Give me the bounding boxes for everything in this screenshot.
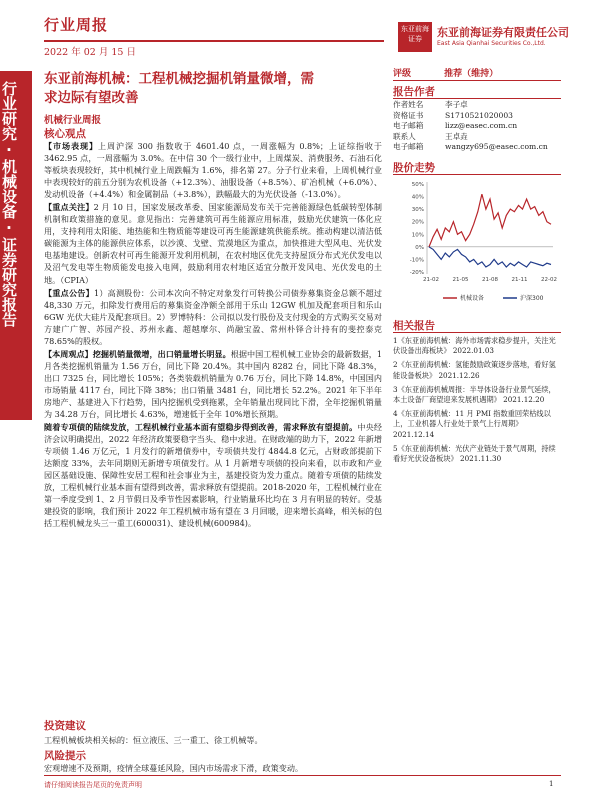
report-title-line-1: 东亚前海机械：工程机械挖掘机销量微增，需 (44, 71, 314, 87)
x-tick-label: 21-02 (423, 277, 439, 283)
sidebar-line-3: ·证券研究报告 (0, 219, 18, 327)
related-report-item[interactable] (393, 360, 561, 380)
related-report-item[interactable] (393, 444, 561, 464)
paragraph-text: 2 月 10 日，国家发展改革委、国家能源局发布关于完善能源绿色低碳转型体制机制和政策措施的意见。意见指出：完善建筑可再生能源应用标准，鼓励光伏建筑一体化应用，支持利用太阳能、地热能和生物质能等建设可再生能源建筑供能系统。推动构建以清洁低碳能源为主体的能源供应体系，以沙漠、戈壁、荒漠地区为重点，加快推进大型风电、光伏发电基地建设。创新农村可再生能源开发利用机制，在农村地区优先支持屋顶分布式光伏发电以及沼气发电等生物质能发电接入电网，鼓励利用农村地区适宜分散开发风电、光伏发电的土地。（CPIA） (44, 202, 382, 285)
related-report-title[interactable]: 1《东亚前海机械：海外市场需求稳步提升，关注光伏设备出海板块》 (393, 336, 556, 356)
analyst-row (393, 121, 561, 132)
related-report-item[interactable] (393, 336, 561, 356)
risk-heading: 风险提示 (44, 750, 86, 762)
y-tick-label: 50% (411, 182, 424, 188)
analyst-key: 作者姓名 (393, 100, 424, 109)
company-logo-mark: 东亚前海证券 (398, 22, 432, 52)
paragraph-market (44, 140, 382, 200)
legend-label: 机械设备 (460, 295, 485, 302)
related-report-item[interactable] (393, 409, 561, 440)
paragraph-lead: 【重点关注】 (44, 202, 94, 213)
y-tick-label: -10% (409, 257, 424, 264)
rating-value: 推荐（维持） (444, 69, 499, 79)
analyst-row (393, 111, 561, 122)
legend-label: 沪深300 (520, 295, 544, 302)
related-report-title[interactable]: 3《东亚前海机械周报：半导体设备行业景气延续，本土设备厂商望迎来发展机遇期》 (393, 384, 556, 405)
related-reports-list (393, 336, 561, 468)
paragraph-special-bonds (44, 421, 382, 529)
paragraph-text: 中央经济会议明确提出，2022 年经济政策要稳字当头、稳中求进。在财政端的助力下，2022 年新增专项债 1.46 万亿元，1 月发行的新增债券中，专项债共发行 4844.8 亿元，占财政部提前下达额度 33%，去年同期则无新增专项债发行。从 1 月新增专项债的投向来看，以市政和产业园区基础设施、保障性安居工程和社会事业为主，基建投资为发力重点。随着专项债的陆续发放，工程机械行业基本面有望得到改善，需求释放有望提前。2018-2020 年，工程机械行业在第一季度受到 1、2 月节假日及季节性因素影响，行业销量环比均在 3 月有明显的转好。受基建投资的影响，我们预计 2022 年工程机械市场有望在 3 月回暖，迎来增长高峰，相关标的包括工程机械龙头三一重工(600031)、建设机械(600984)。 (44, 422, 382, 529)
y-tick-label: 0% (415, 244, 424, 251)
related-report-date: 2022.01.03 (452, 346, 494, 356)
series-line-hs300 (429, 247, 551, 267)
analyst-key: 电子邮箱 (393, 121, 424, 131)
x-tick-label: 21-08 (482, 277, 498, 283)
sidebar-line-1: 行业研究 (0, 81, 18, 141)
x-tick-label: 22-02 (541, 277, 557, 283)
page-number: 1 (549, 780, 554, 788)
report-date: 2022 年 02 月 15 日 (44, 47, 136, 58)
analyst-heading: 报告作者 (393, 86, 435, 98)
rating-label: 评级 (393, 69, 412, 79)
paragraph-bold: 挖掘机销量微增，出口销量增长明显。 (92, 348, 231, 359)
analyst-row (393, 132, 561, 143)
paragraph-text: 上周沪深 300 指数收于 4601.40 点，一周涨幅为 0.8%；上证综指收于 3462.95 点，一周涨幅为 3.0%。在中信 30 个一级行业中，上周煤炭、消费服务、石油石化等板块表现较好，其中机械行业上周跌幅为 1.6%，排名第 27。分子行业来看，上周机械行业中表现较好的前五分别为农机设备（+12.3%）、油服设备（+8.5%）、矿冶机械（+6.0%）、发动机设备（+4.4%）和金属制品（+3.8%），跌幅最大的为光伏设备（-13.0%）。 (44, 141, 382, 200)
stock-chart-heading: 股价走势 (393, 162, 435, 174)
paragraph-weekly-view (44, 348, 382, 420)
related-report-date: 2021.11.30 (460, 454, 502, 464)
investment-heading: 投资建议 (44, 720, 86, 732)
investment-text: 工程机械板块相关标的：恒立液压、三一重工、徐工机械等。 (44, 735, 263, 745)
analyst-heading-rule (393, 98, 561, 99)
risk-text: 宏观增速不及预期，疫情全球蔓延风险，国内市场需求下滑，政策变动。 (44, 763, 304, 773)
sidebar-category-text (1, 81, 17, 327)
related-heading-rule (393, 332, 561, 333)
series-line-machinery (429, 194, 551, 247)
paragraph-text: 1）高测股份：公司本次向不特定对象发行可转换公司债券募集资金总额不超过 48,330 万元，扣除发行费用后的募集资金净额全部用于乐山 12GW 机加及配套项目和乐山 6GW 光伏大硅片及配套项目。2）罗博特科：公司拟以发行股份及支付现金的方式购买交易对方建广广智、苏园产投、苏州永鑫、超越摩尔、尚融宝盈、常州朴铎合计持有的斐控泰克 78.65%的股权。 (44, 287, 382, 346)
related-reports-heading: 相关报告 (393, 320, 435, 332)
analyst-row (393, 100, 561, 111)
y-tick-label: 10% (411, 232, 424, 239)
paragraph-lead: 【本周观点】 (44, 348, 93, 359)
report-body (44, 140, 382, 531)
company-name-cn: 东亚前海证券有限责任公司 (437, 26, 569, 39)
analyst-row (393, 142, 561, 153)
header-divider (44, 40, 384, 42)
analyst-value: S1710521020003 (445, 110, 514, 120)
related-report-item[interactable] (393, 385, 561, 405)
paragraph-lead: 【重点公告】 (44, 287, 94, 298)
y-tick-label: 40% (411, 194, 424, 201)
stock-chart-heading-rule (393, 174, 561, 175)
sidebar-category-band (0, 71, 32, 420)
related-report-title[interactable]: 5《东亚前海机械：光伏产业链处于景气周期，持续看好光伏设备板块》 (393, 443, 556, 464)
analyst-info (393, 100, 561, 153)
company-name-en: East Asia Qianhai Securities Co.,Ltd. (437, 40, 546, 47)
x-tick-label: 21-11 (511, 277, 528, 283)
footer-divider (44, 775, 561, 776)
y-tick-label: -20% (409, 270, 424, 276)
paragraph-text: 根据中国工程机械工业协会的最新数据，1 月各类挖掘机销量为 1.56 万台，同比下降 20.4%。其中国内 8282 台，同比下降 48.3%，出口 7325 台，同比增长 105%；各类装载机销量为 0.76 万台，同比下降 14.8%，中国国内市场销量 4117 台，同比下降 38%；出口销量 3481 台，同比增长 52.2%。2021 年下半年房地产、基建进入下行趋势，国内挖掘机受到拖累，全年销量出现同比下滑，全年挖掘机销量为 34.28 万台，同比增长 4.63%，增速低于全年 10%增长预期。 (44, 348, 382, 420)
header-title: 行业周报 (44, 16, 109, 34)
analyst-value: 李子卓 (445, 100, 468, 109)
report-subtitle: 机械行业周报 (44, 115, 102, 126)
analyst-value: 王卓垚 (445, 131, 468, 141)
paragraph-lead: 【市场表现】 (44, 141, 99, 151)
related-report-date: 2021.12.26 (438, 370, 480, 380)
paragraph-focus (44, 201, 382, 285)
paragraph-bold: 随着专项债的陆续发放，工程机械行业基本面有望稳步得到改善，需求释放有望提前。 (44, 422, 358, 433)
related-report-title[interactable]: 2《东亚前海机械：氢能鼓励政策逐步落地，看好氢能设备板块》 (393, 360, 556, 380)
related-report-title[interactable]: 4《东亚前海机械：11 月 PMI 指数重回荣枯线以上，工业机器人行业处于景气上行周期》 (393, 409, 551, 429)
paragraph-announcements (44, 287, 382, 347)
stock-price-chart (393, 178, 561, 308)
x-tick-label: 21-05 (452, 277, 469, 283)
analyst-key: 联系人 (393, 131, 416, 141)
footer-disclaimer: 请仔细阅读报告尾页的免责声明 (44, 781, 142, 789)
y-tick-label: 20% (411, 219, 424, 226)
related-report-date: 2021.12.14 (393, 429, 435, 439)
analyst-key: 资格证书 (393, 110, 424, 120)
core-view-heading: 核心观点 (44, 128, 86, 140)
analyst-value[interactable]: wangzy695@easec.com.cn (445, 142, 548, 152)
report-title (44, 70, 384, 108)
related-report-date: 2021.12.20 (503, 395, 545, 405)
sidebar-line-2: ·机械设备 (0, 141, 18, 219)
analyst-key: 电子邮箱 (393, 142, 424, 152)
rating-row (393, 66, 561, 81)
report-title-line-2: 求边际有望改善 (44, 90, 139, 106)
analyst-value[interactable]: lizz@easec.com.cn (445, 121, 518, 131)
y-tick-label: 30% (411, 207, 424, 214)
